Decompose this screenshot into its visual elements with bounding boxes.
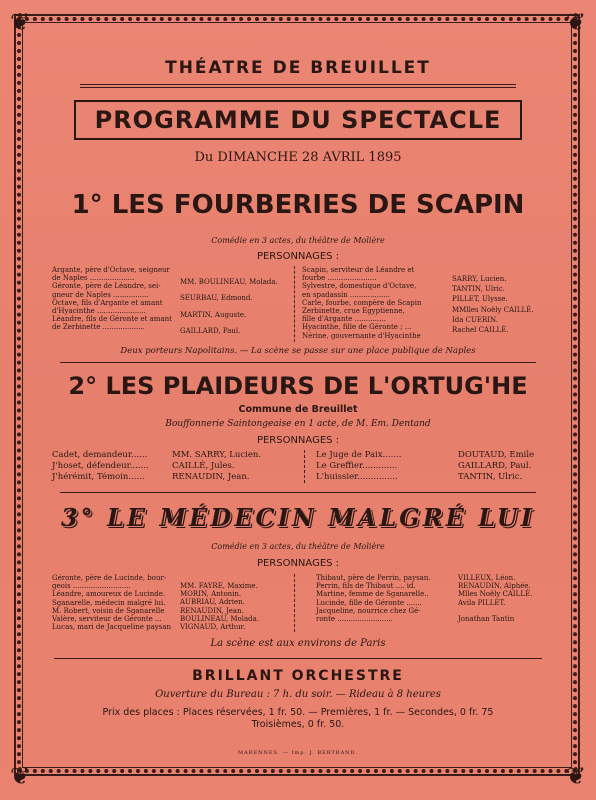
role: Octave, fils d'Argante et amant xyxy=(52,298,163,307)
role: Cadet, demandeur...... xyxy=(52,450,148,460)
corner-ornament-icon: ❦ xyxy=(565,762,586,790)
actor: TANTIN, Ulric. xyxy=(458,472,523,482)
actor: MMlles Noëly CAILLÉ. xyxy=(452,305,534,314)
divider xyxy=(60,362,536,363)
date: Du DIMANCHE 28 AVRIL 1895 xyxy=(194,150,402,165)
actor: AUBRIAU, Adrien. xyxy=(180,598,245,607)
role: L'huissier............... xyxy=(316,472,398,482)
role: Léandre, amoureux de Lucinde. xyxy=(52,590,166,599)
play2-personnages: PERSONNAGES : xyxy=(256,435,340,446)
actor: SARRY, Lucien. xyxy=(452,275,507,283)
opening-hours: Ouverture du Bureau : 7 h. du soir. — Rideau à 8 heures xyxy=(155,689,441,700)
actor: Rachel CAILLÉ. xyxy=(452,326,509,335)
play3-subtitle: Comédie en 3 actes, du théâtre de Molière xyxy=(211,542,385,551)
role: Perrin, fils de Thibaut .... id. xyxy=(316,582,416,591)
role: Géronte, père de Léandre, sei- xyxy=(52,282,161,291)
play1-right-roles xyxy=(302,266,442,340)
role: Sylvestre, domestique d'Octave, xyxy=(302,282,417,291)
column-separator xyxy=(294,266,295,342)
actor: VIGNAUD, Arthur. xyxy=(180,623,246,632)
actor: SEURBAU, Edmond. xyxy=(180,294,253,303)
role: Thibaut, père de Perrin, paysan. xyxy=(316,574,431,582)
role: fourbe ...................... xyxy=(302,274,377,283)
play3-personnages: PERSONNAGES : xyxy=(256,558,340,569)
role: de Zerbinette ................... xyxy=(52,323,145,332)
column-separator xyxy=(304,450,305,483)
actor: RENAUDIN, Jean. xyxy=(180,606,244,615)
play1-right-actors xyxy=(452,274,548,335)
play2-subtitle: Bouffonnerie Saintongeaise en 1 acte, de M. Em. Dentand xyxy=(165,419,431,429)
play1-personnages: PERSONNAGES : xyxy=(256,251,340,262)
play2-left-roles xyxy=(52,450,170,483)
orchestra: BRILLANT ORCHESTRE xyxy=(192,668,404,684)
actor: Mlles Noëly CAILLÉ. xyxy=(458,590,533,599)
role: J'hérémit, Témoin...... xyxy=(52,472,145,482)
role: Carle, fourbe, compère de Scapin xyxy=(302,298,422,307)
role: en spadassin .................. xyxy=(302,290,390,299)
play2-title: 2° LES PLAIDEURS DE L'ORTUG'HE xyxy=(68,372,528,400)
play3-left-actors xyxy=(180,582,288,631)
role: Nérine, gouvernante d'Hyacinthe xyxy=(302,331,421,340)
play2-right-roles xyxy=(316,450,442,483)
corner-ornament-icon: ❦ xyxy=(565,8,586,36)
actor: GAILLARD, Paul. xyxy=(180,327,241,336)
role: Zerbinette, crue Egyptienne, xyxy=(302,307,405,316)
role: geois .......................... xyxy=(52,582,131,591)
programme-title: PROGRAMME DU SPECTACLE xyxy=(94,106,502,134)
prices-line-1: Prix des places : Places réservées, 1 fr. 50. — Premières, 1 fr. — Secondes, 0 fr. 75 xyxy=(102,707,494,718)
actor: MM. SARRY, Lucien. xyxy=(172,450,262,460)
role: Le Greffier............. xyxy=(316,461,398,471)
role: Sganarelle, médecin malgré lui. xyxy=(52,598,166,607)
column-separator xyxy=(294,574,295,632)
play3-left-roles xyxy=(52,574,178,631)
role: de Naples .................... xyxy=(52,274,135,283)
divider xyxy=(80,84,516,85)
play3-note: La scène est aux environs de Paris xyxy=(210,638,386,649)
role: Lucinde, fille de Géronte ....... xyxy=(316,598,422,607)
actor: RENAUDIN, Alphée. xyxy=(458,582,531,591)
prices-line-2: Troisièmes, 0 fr. 50. xyxy=(251,719,345,730)
role: Géronte, père de Lucinde, bour- xyxy=(52,574,167,582)
actor: PILLET, Ulysse. xyxy=(452,295,508,304)
role: Léandre, fils de Géronte et amant xyxy=(52,315,172,324)
actor: GAILLARD, Paul. xyxy=(458,461,532,471)
actor: MM. FAYRE, Maxime. xyxy=(180,582,258,590)
actor: Avila PILLET. xyxy=(458,598,506,607)
role: Hyacinthe, fille de Géronte ; ... xyxy=(302,323,412,332)
role: Valère, serviteur de Géronte ... xyxy=(52,615,162,624)
play1-left-roles xyxy=(52,266,180,332)
play3-title: 3° LE MÉDECIN MALGRÉ LUI xyxy=(60,503,536,532)
actor: TANTIN, Ulric. xyxy=(452,285,505,294)
corner-ornament-icon: ❦ xyxy=(10,762,31,790)
role: Jacqueline, nourrice chez Gé- xyxy=(316,606,421,615)
role: J'hoset, défendeur....... xyxy=(52,461,149,471)
actor: Ida CUERIN. xyxy=(452,315,498,324)
play3-right-roles xyxy=(316,574,444,623)
play1-left-actors xyxy=(180,274,288,340)
role: d'Hyacinthe ...................... xyxy=(52,307,146,316)
theatre-name: THÉATRE DE BREUILLET xyxy=(165,58,431,78)
play3-right-actors xyxy=(458,574,550,623)
play1-note: Deux porteurs Napolitains. — La scène se passe sur une place publique de Naples xyxy=(120,346,476,356)
role: M. Robert, voisin de Sganarelle xyxy=(52,606,165,615)
actor: CAILLÉ, Jules. xyxy=(172,461,235,471)
actor: DOUTAUD, Emile xyxy=(458,450,535,460)
role: Le Juge de Paix....... xyxy=(316,450,402,460)
actor: Jonathan Tantin xyxy=(458,614,515,623)
divider xyxy=(80,87,516,88)
actor: MARTIN, Auguste. xyxy=(180,310,247,319)
actor: MM. BOULINEAU, Molada. xyxy=(180,278,278,286)
play2-left-actors xyxy=(172,450,288,483)
actor: BOULINEAU, Molada. xyxy=(180,614,259,623)
divider xyxy=(60,492,536,493)
actor: VILLEUX, Léon. xyxy=(458,574,516,582)
actor: MORIN, Antonin. xyxy=(180,590,242,599)
play2-right-actors xyxy=(458,450,550,483)
role: Lucas, mari de Jacqueline paysan xyxy=(52,623,172,632)
role: ronte ......................... xyxy=(316,615,393,624)
play1-title: 1° LES FOURBERIES DE SCAPIN xyxy=(71,190,525,220)
role: Martine, femme de Sganarelle.. xyxy=(316,590,429,599)
corner-ornament-icon: ❦ xyxy=(10,8,31,36)
programme-banner xyxy=(74,100,522,140)
role: Scapin, serviteur de Léandre et xyxy=(302,266,415,274)
printer-credit: MARENNES. — Imp. J. BERTRAND. xyxy=(238,750,358,756)
play2-commune: Commune de Breuillet xyxy=(238,404,358,415)
role: Argante, père d'Octave, seigneur xyxy=(52,266,170,274)
actor: RENAUDIN, Jean. xyxy=(172,472,250,482)
role: gneur de Naples ................ xyxy=(52,290,149,299)
play1-subtitle: Comédie en 3 actes, du théâtre de Molière xyxy=(211,236,385,245)
role: fille d'Argante .............. xyxy=(302,315,386,324)
divider xyxy=(54,658,542,659)
